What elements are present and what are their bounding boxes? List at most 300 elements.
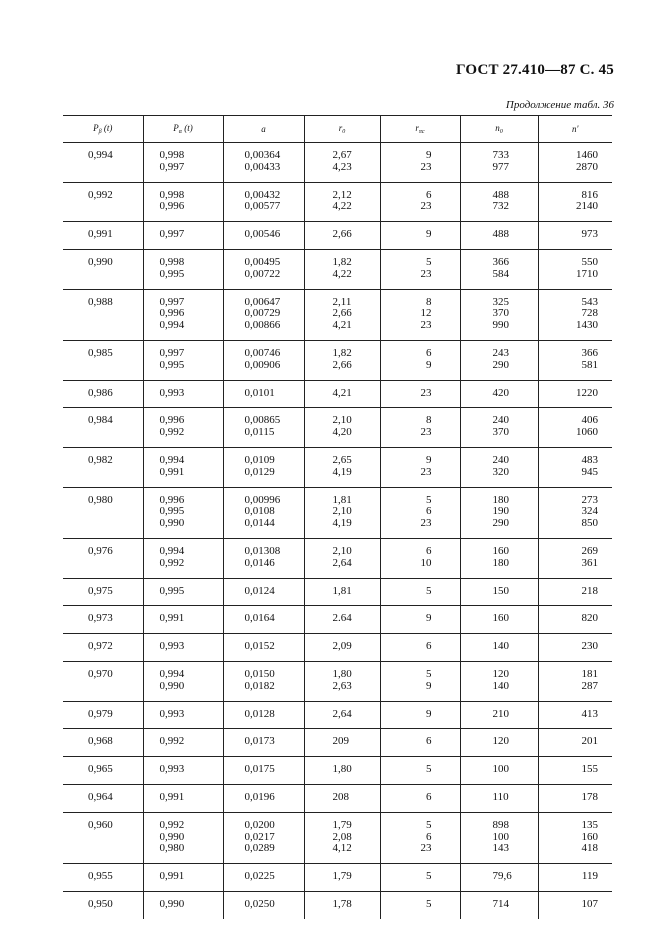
cell-value: 1460 (576, 149, 598, 161)
cell-a (223, 606, 304, 634)
cell-r0 (304, 757, 380, 785)
cell-p-beta: 0,990 (63, 249, 143, 289)
cell-n0 (460, 864, 538, 892)
cell-value: 1,78 (332, 897, 352, 910)
cell-n-prime (538, 578, 612, 606)
cell-value: 6 (426, 188, 432, 201)
table-row (63, 222, 612, 250)
cell-value: 2,64 (332, 556, 352, 569)
table-row (63, 812, 612, 863)
cell-value: 584 (492, 267, 509, 280)
cell-value: 0,00495 (244, 255, 281, 268)
cell-p-alpha (143, 447, 223, 487)
cell-p-alpha (143, 222, 223, 250)
cell-value: 2,10 (332, 414, 352, 427)
table-row (63, 634, 612, 662)
cell-value: 290 (492, 517, 509, 530)
cell-n0 (460, 249, 538, 289)
cell-value: 728 (581, 307, 598, 320)
table-row (63, 757, 612, 785)
cell-p-alpha (143, 538, 223, 578)
cell-value: 269 (581, 544, 598, 557)
cell-value: 0,00996 (244, 493, 281, 506)
cell-value: 23 (420, 465, 432, 478)
cell-value: 0,995 (159, 505, 185, 518)
cell-n-prime (538, 701, 612, 729)
cell-p-beta: 0,975 (63, 578, 143, 606)
cell-p-beta: 0,986 (63, 380, 143, 408)
cell-value: 820 (581, 612, 598, 625)
cell-value: 2,63 (332, 679, 352, 692)
cell-value: 9 (426, 707, 432, 720)
cell-value: 0,00722 (244, 267, 281, 280)
cell-value: 0,996 (159, 493, 185, 506)
cell-p-beta: 0,964 (63, 784, 143, 812)
cell-value: 6 (426, 830, 432, 843)
cell-value: 6 (426, 346, 432, 359)
cell-value: 5 (426, 818, 432, 831)
cell-value: 9 (426, 612, 432, 625)
cell-value: 0,994 (159, 544, 185, 557)
cell-p-alpha (143, 606, 223, 634)
cell-value: 209 (332, 735, 349, 748)
cell-value: 120 (492, 735, 509, 748)
cell-value: 488 (492, 188, 509, 201)
cell-value: 9 (426, 228, 432, 241)
cell-value: 0,993 (159, 707, 185, 720)
cell-value: 0,993 (159, 763, 185, 776)
cell-value: 240 (492, 453, 509, 466)
cell-r0 (304, 249, 380, 289)
cell-rpc (380, 538, 460, 578)
cell-value: 0,993 (159, 386, 185, 399)
cell-value: 0,991 (159, 870, 185, 883)
cell-p-alpha (143, 784, 223, 812)
cell-value: 1220 (576, 386, 598, 399)
cell-value: 0,997 (159, 346, 185, 359)
cell-r0 (304, 864, 380, 892)
cell-p-beta: 0,982 (63, 447, 143, 487)
cell-value: 5 (426, 667, 432, 680)
table-row (63, 661, 612, 701)
cell-value: 0,991 (159, 465, 185, 478)
cell-n0 (460, 289, 538, 340)
cell-value: 0,0289 (244, 842, 275, 855)
cell-a (223, 701, 304, 729)
header-n-prime: n' (538, 116, 612, 143)
cell-n0 (460, 408, 538, 448)
cell-value: 9 (426, 679, 432, 692)
cell-r0 (304, 487, 380, 538)
cell-p-alpha (143, 812, 223, 863)
cell-p-alpha (143, 757, 223, 785)
cell-n0 (460, 578, 538, 606)
table-row (63, 784, 612, 812)
cell-r0 (304, 661, 380, 701)
cell-n-prime (538, 891, 612, 918)
cell-r0 (304, 729, 380, 757)
cell-value: 0,0150 (244, 667, 275, 680)
cell-value: 119 (581, 870, 598, 883)
cell-p-alpha (143, 729, 223, 757)
cell-value: 543 (581, 295, 598, 308)
cell-n-prime (538, 289, 612, 340)
cell-p-alpha (143, 182, 223, 222)
cell-value: 23 (420, 842, 432, 855)
cell-value: 5 (426, 255, 432, 268)
cell-value: 1,79 (332, 870, 352, 883)
cell-a (223, 891, 304, 918)
cell-value: 290 (492, 358, 509, 371)
cell-n-prime (538, 182, 612, 222)
cell-value: 0,0101 (244, 386, 275, 399)
table-row (63, 289, 612, 340)
cell-n0 (460, 661, 538, 701)
cell-value: 0,00729 (244, 307, 281, 320)
cell-value: 23 (420, 517, 432, 530)
table-row (63, 891, 612, 918)
cell-n-prime (538, 812, 612, 863)
cell-value: 2,65 (332, 453, 352, 466)
cell-value: 0,0109 (244, 453, 275, 466)
table-continuation-caption: Продолжение табл. 36 (505, 99, 614, 111)
cell-value: 0,995 (159, 584, 185, 597)
header-n0: $n_0$ (460, 116, 538, 143)
cell-a (223, 864, 304, 892)
cell-a (223, 634, 304, 662)
cell-r0 (304, 578, 380, 606)
cell-value: 107 (581, 897, 598, 910)
cell-value: 0,00865 (244, 414, 281, 427)
cell-p-beta: 0,980 (63, 487, 143, 538)
cell-value: 0,996 (159, 200, 185, 213)
cell-value: 2,09 (332, 640, 352, 653)
cell-rpc (380, 380, 460, 408)
cell-n-prime (538, 757, 612, 785)
cell-value: 0,0217 (244, 830, 275, 843)
cell-value: 370 (492, 426, 509, 439)
cell-value: 6 (426, 505, 432, 518)
cell-value: 10 (420, 556, 432, 569)
cell-a (223, 182, 304, 222)
cell-r0 (304, 812, 380, 863)
cell-value: 0,01308 (244, 544, 281, 557)
cell-value: 5 (426, 897, 432, 910)
cell-value: 325 (492, 295, 509, 308)
cell-value: 23 (420, 319, 432, 332)
cell-n-prime (538, 784, 612, 812)
cell-value: 0,0182 (244, 679, 275, 692)
cell-value: 0,992 (159, 556, 185, 569)
cell-value: 2,66 (332, 228, 352, 241)
cell-value: 4,21 (332, 319, 352, 332)
cell-value: 135 (581, 818, 598, 831)
cell-value: 2870 (576, 160, 598, 173)
cell-a (223, 661, 304, 701)
cell-value: 23 (420, 160, 432, 173)
cell-value: 0,990 (159, 679, 185, 692)
cell-n0 (460, 143, 538, 183)
cell-n0 (460, 222, 538, 250)
cell-value: 816 (581, 188, 598, 201)
cell-r0 (304, 289, 380, 340)
cell-value: 5 (426, 584, 432, 597)
cell-value: 4,23 (332, 160, 352, 173)
cell-value: 243 (492, 346, 509, 359)
cell-value: 0,0124 (244, 584, 275, 597)
cell-a (223, 538, 304, 578)
cell-value: 2140 (576, 200, 598, 213)
cell-value: 714 (492, 897, 509, 910)
cell-value: 5 (426, 870, 432, 883)
cell-value: 110 (492, 790, 509, 803)
cell-value: 0,992 (159, 735, 185, 748)
cell-value: 581 (581, 358, 598, 371)
cell-value: 0,992 (159, 426, 185, 439)
cell-value: 2,10 (332, 505, 352, 518)
cell-value: 0,991 (159, 790, 185, 803)
cell-value: 1060 (576, 426, 598, 439)
cell-value: 0,995 (159, 358, 185, 371)
cell-n-prime (538, 249, 612, 289)
table-row (63, 143, 612, 183)
cell-value: 361 (581, 556, 598, 569)
cell-a (223, 143, 304, 183)
cell-value: 898 (492, 818, 509, 831)
cell-value: 140 (492, 640, 509, 653)
table-row (63, 487, 612, 538)
cell-n-prime (538, 408, 612, 448)
cell-value: 273 (581, 493, 598, 506)
cell-a (223, 408, 304, 448)
cell-a (223, 578, 304, 606)
cell-n-prime (538, 447, 612, 487)
cell-value: 160 (492, 544, 509, 557)
cell-value: 140 (492, 679, 509, 692)
cell-value: 4,19 (332, 465, 352, 478)
cell-value: 100 (492, 763, 509, 776)
cell-value: 8 (426, 295, 432, 308)
cell-rpc (380, 487, 460, 538)
cell-value: 9 (426, 358, 432, 371)
cell-rpc (380, 143, 460, 183)
cell-n0 (460, 487, 538, 538)
cell-value: 0,991 (159, 612, 185, 625)
table-row (63, 538, 612, 578)
cell-value: 0,0200 (244, 818, 275, 831)
cell-value: 150 (492, 584, 509, 597)
cell-value: 420 (492, 386, 509, 399)
cell-r0 (304, 340, 380, 380)
cell-value: 0,0152 (244, 640, 275, 653)
cell-value: 120 (492, 667, 509, 680)
cell-value: 0,00546 (244, 228, 281, 241)
cell-value: 190 (492, 505, 509, 518)
table-header-row (63, 116, 612, 143)
cell-value: 2,12 (332, 188, 352, 201)
cell-value: 0,993 (159, 640, 185, 653)
cell-value: 0,998 (159, 149, 185, 161)
cell-value: 100 (492, 830, 509, 843)
cell-value: 0,0129 (244, 465, 275, 478)
cell-value: 208 (332, 790, 349, 803)
cell-value: 0,994 (159, 667, 185, 680)
cell-value: 2,08 (332, 830, 352, 843)
cell-value: 4,19 (332, 517, 352, 530)
cell-rpc (380, 249, 460, 289)
cell-value: 2,64 (332, 707, 352, 720)
cell-value: 0,0108 (244, 505, 275, 518)
cell-value: 5 (426, 763, 432, 776)
cell-n-prime (538, 864, 612, 892)
cell-value: 23 (420, 267, 432, 280)
cell-value: 0,00432 (244, 188, 281, 201)
cell-n-prime (538, 380, 612, 408)
cell-p-alpha (143, 380, 223, 408)
cell-p-alpha (143, 289, 223, 340)
cell-value: 180 (492, 493, 509, 506)
cell-n-prime (538, 143, 612, 183)
cell-value: 0,00866 (244, 319, 281, 332)
cell-p-alpha (143, 143, 223, 183)
cell-p-beta: 0,985 (63, 340, 143, 380)
table-row (63, 182, 612, 222)
cell-value: 370 (492, 307, 509, 320)
cell-value: 0,00433 (244, 160, 281, 173)
cell-r0 (304, 538, 380, 578)
cell-value: 201 (581, 735, 598, 748)
cell-value: 4,22 (332, 267, 352, 280)
cell-value: 990 (492, 319, 509, 332)
cell-a (223, 289, 304, 340)
cell-p-alpha (143, 249, 223, 289)
header-rpc: $r_{\pi c}$ (380, 116, 460, 143)
cell-rpc (380, 408, 460, 448)
cell-value: 160 (492, 612, 509, 625)
cell-n-prime (538, 487, 612, 538)
cell-value: 0,990 (159, 830, 185, 843)
cell-p-alpha (143, 701, 223, 729)
cell-rpc (380, 729, 460, 757)
cell-p-beta: 0,994 (63, 143, 143, 183)
cell-value: 181 (581, 667, 598, 680)
table-row (63, 249, 612, 289)
cell-value: 210 (492, 707, 509, 720)
cell-r0 (304, 182, 380, 222)
cell-value: 230 (581, 640, 598, 653)
cell-value: 0,997 (159, 228, 185, 241)
cell-value: 0,997 (159, 295, 185, 308)
cell-r0 (304, 222, 380, 250)
cell-p-beta: 0,979 (63, 701, 143, 729)
cell-value: 1,80 (332, 763, 352, 776)
cell-value: 0,0225 (244, 870, 275, 883)
cell-p-beta: 0,992 (63, 182, 143, 222)
cell-value: 850 (581, 517, 598, 530)
cell-n-prime (538, 340, 612, 380)
cell-n0 (460, 538, 538, 578)
cell-p-beta: 0,970 (63, 661, 143, 701)
cell-n0 (460, 891, 538, 918)
cell-n-prime (538, 634, 612, 662)
cell-value: 2,66 (332, 307, 352, 320)
cell-rpc (380, 891, 460, 918)
cell-n-prime (538, 661, 612, 701)
cell-value: 6 (426, 544, 432, 557)
cell-a (223, 812, 304, 863)
cell-p-beta: 0,988 (63, 289, 143, 340)
cell-rpc (380, 634, 460, 662)
cell-value: 0,00577 (244, 200, 281, 213)
cell-n0 (460, 729, 538, 757)
cell-value: 0,996 (159, 414, 185, 427)
table-row (63, 340, 612, 380)
cell-value: 218 (581, 584, 598, 597)
cell-p-alpha (143, 578, 223, 606)
cell-value: 0,997 (159, 160, 185, 173)
cell-rpc (380, 606, 460, 634)
cell-value: 733 (492, 149, 509, 161)
table-row (63, 380, 612, 408)
cell-value: 5 (426, 493, 432, 506)
cell-n0 (460, 701, 538, 729)
cell-rpc (380, 757, 460, 785)
cell-value: 977 (492, 160, 509, 173)
cell-rpc (380, 222, 460, 250)
cell-value: 0,00647 (244, 295, 281, 308)
cell-rpc (380, 812, 460, 863)
cell-n0 (460, 634, 538, 662)
cell-value: 180 (492, 556, 509, 569)
cell-r0 (304, 447, 380, 487)
cell-value: 8 (426, 414, 432, 427)
cell-p-beta: 0,972 (63, 634, 143, 662)
cell-value: 0,992 (159, 818, 185, 831)
cell-value: 287 (581, 679, 598, 692)
table-row (63, 578, 612, 606)
page-header: ГОСТ 27.410—87 С. 45 (456, 62, 614, 78)
cell-value: 483 (581, 453, 598, 466)
cell-p-alpha (143, 634, 223, 662)
cell-value: 1,81 (332, 493, 352, 506)
cell-r0 (304, 784, 380, 812)
cell-value: 418 (581, 842, 598, 855)
cell-p-alpha (143, 408, 223, 448)
cell-value: 12 (420, 307, 432, 320)
cell-value: 2.64 (332, 612, 352, 625)
cell-value: 0,998 (159, 255, 185, 268)
table-row (63, 606, 612, 634)
cell-r0 (304, 380, 380, 408)
cell-a (223, 757, 304, 785)
cell-a (223, 222, 304, 250)
cell-n0 (460, 784, 538, 812)
cell-p-beta: 0,965 (63, 757, 143, 785)
cell-n-prime (538, 606, 612, 634)
cell-value: 0,980 (159, 842, 185, 855)
cell-p-beta: 0,968 (63, 729, 143, 757)
cell-r0 (304, 408, 380, 448)
cell-value: 9 (426, 149, 432, 161)
cell-p-beta: 0,991 (63, 222, 143, 250)
cell-p-beta: 0,976 (63, 538, 143, 578)
table-row (63, 864, 612, 892)
cell-p-alpha (143, 864, 223, 892)
cell-value: 0,0196 (244, 790, 275, 803)
cell-r0 (304, 701, 380, 729)
cell-value: 973 (581, 228, 598, 241)
cell-value: 2,67 (332, 149, 352, 161)
